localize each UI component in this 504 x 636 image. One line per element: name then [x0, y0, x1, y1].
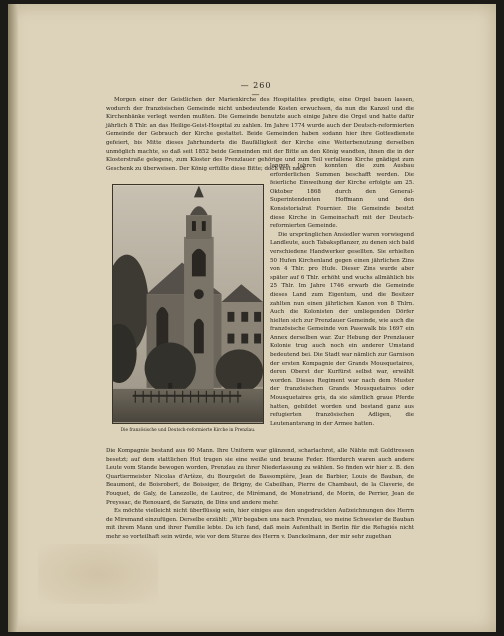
body-text-right-column	[270, 162, 414, 428]
church-illustration	[112, 184, 264, 441]
paragraph: langen Jahren konnten die zum Ausbau erforderlichen Summen beschafft werden. Die feierliche Einweihung der Kirche erfolgte am 25. Oktober 1868 durch den General-Superintendenten Hoffmann und den Konsistorialrat Fournier. Die Gemeinde besitzt diese Kirche in Gemeinschaft mit der Deutsch-reformierten Gemeinde.	[270, 163, 414, 230]
paragraph: Morgen einer der Geistlichen der Marienkirche des Hospitalites predigte, eine Orgel bauen lassen, wodurch der französischen Gemeinde nicht unbedeutende Kosten erwuchsen, da nun die Kanzel und die Kirchenbänke verlegt werden mußten. Die Gemeinde benutzte auch einige Jahre die Orgel und hatte dafür jährlich 8 Thlr. an das Heilige-Geist-Hospital zu zahlen. Im Jahre 1774 wurde auch der Deutsch-reformierten Gemeinde der Gebrauch der Kirche gestattet. Beide Gemeinden haben sodann hier ihre Gottesdienste gefeiert, bis Mitte dieses Jahrhunderts die Baufälligkeit der Kirche eine Weiterbenutzung derselben unmöglich machte, so daß seit 1852 beide Gemeinden mit der Bitte an den König wandten, ihnen die in der Klosterstraße gelegene, zum Kloster des Prenzlauer gehörige und zum Teil verfallene Kirche gnädigst zum Geschenk zu überweisen. Der König erfüllte diese Bitte; doch erst nach	[106, 97, 414, 172]
church-photograph	[112, 184, 264, 424]
page-binding-edge	[8, 4, 18, 632]
paragraph: Die Kompagnie bestand aus 60 Mann. Ihre Uniform war glänzend, scharlachrot, alle Nähte mit Goldtressen besetzt; auf dem stattlichen Hut trugen sie eine weiße und braune Feder. Hierdurch waren auch andere Leute vom Stande bewogen worden, Prenzlau zu ihrer Niederlassung zu wählen. So finden wir hier z. B. den Quartiermeister Nicolas d'Artèze, du Bourgelet de Bassompière, Jean de Barbier, Louis de Bauban, de Beaumont, de Boisrobert, de Boissiger, de Brigny, de Cabeilhan, Pierre de Chambaut, de la Claverie, de Fouquet, de Galy, de Lanezolle, de Lautrec, de Mirémand, de Monstriand, de Morin, de Perrier, Jean de Preyssac, de Renouard, de Sarazin, de Dins und andere mehr.	[106, 448, 414, 506]
paper-stain	[38, 544, 158, 604]
figure-caption: Die französische und Deutsch-reformierte Kirche in Prenzlau.	[120, 428, 256, 433]
book-page	[8, 4, 496, 632]
paragraph: Es möchte vielleicht nicht überflüssig sein, hier einiges aus den ungedruckten Aufzeichnungen des Herrn de Miremand einzufügen. Derselbe erzählt: „Wir begaben uns nach Prenzlau, wo meine Schwester de Bauban mit ihrem Mann und ihrer Familie lebte. Da ich fand, daß mein Aufenthalt in Berlin für die Refugiés nicht mehr so vorteilhaft sein würde, wie vor dem Sturze des Herrn v. Danckelmann, der mir sehr zugethan	[106, 508, 414, 540]
body-text-bottom	[106, 447, 414, 542]
page-number: — 260 —	[240, 81, 272, 99]
paragraph: Die ursprünglichen Ansiedler waren vorwiegend Landleute, auch Tabakspflanzer, zu denen sich bald verschiedene Handwerker gesellten. Sie erhielten 50 Hufen Kirchenland gegen einen jährlichen Zins von 4 Thlr. pro Hufe. Dieser Zins wurde aber später auf 6 Thlr. erhöht und wuchs allmählich bis 25 Thlr. Im Jahre 1746 erwarb die Gemeinde dieses Land zum Eigentum, und die Besitzer zahlten nun einen jährlichen Kanon von 8 Thlrn. Auch die Kolonisten der umliegenden Dörfer hielten sich zur Prenzlauer Gemeinde, wie auch die französische Gemeinde von Pasewalk bis 1697 ein Annex derselben war. Zur Hebung der Prenzlauer Kolonie trug auch noch ein anderer Umstand bedeutend bei. Die Stadt war nämlich zur Garnison der ersten Kompagnie der Grands Mousquetaires, deren Oberst der Kurfürst selbst war, erwählt worden. Dieses Regiment war nach dem Muster der französischen Grands Mousquetaires oder Mousquetaires gris, da sie sämtlich graue Pferde hatten, gebildet worden und bestand ganz aus refugierten französischen Adligen, die Leutenantsrang in der Armee hatten.	[270, 231, 414, 427]
